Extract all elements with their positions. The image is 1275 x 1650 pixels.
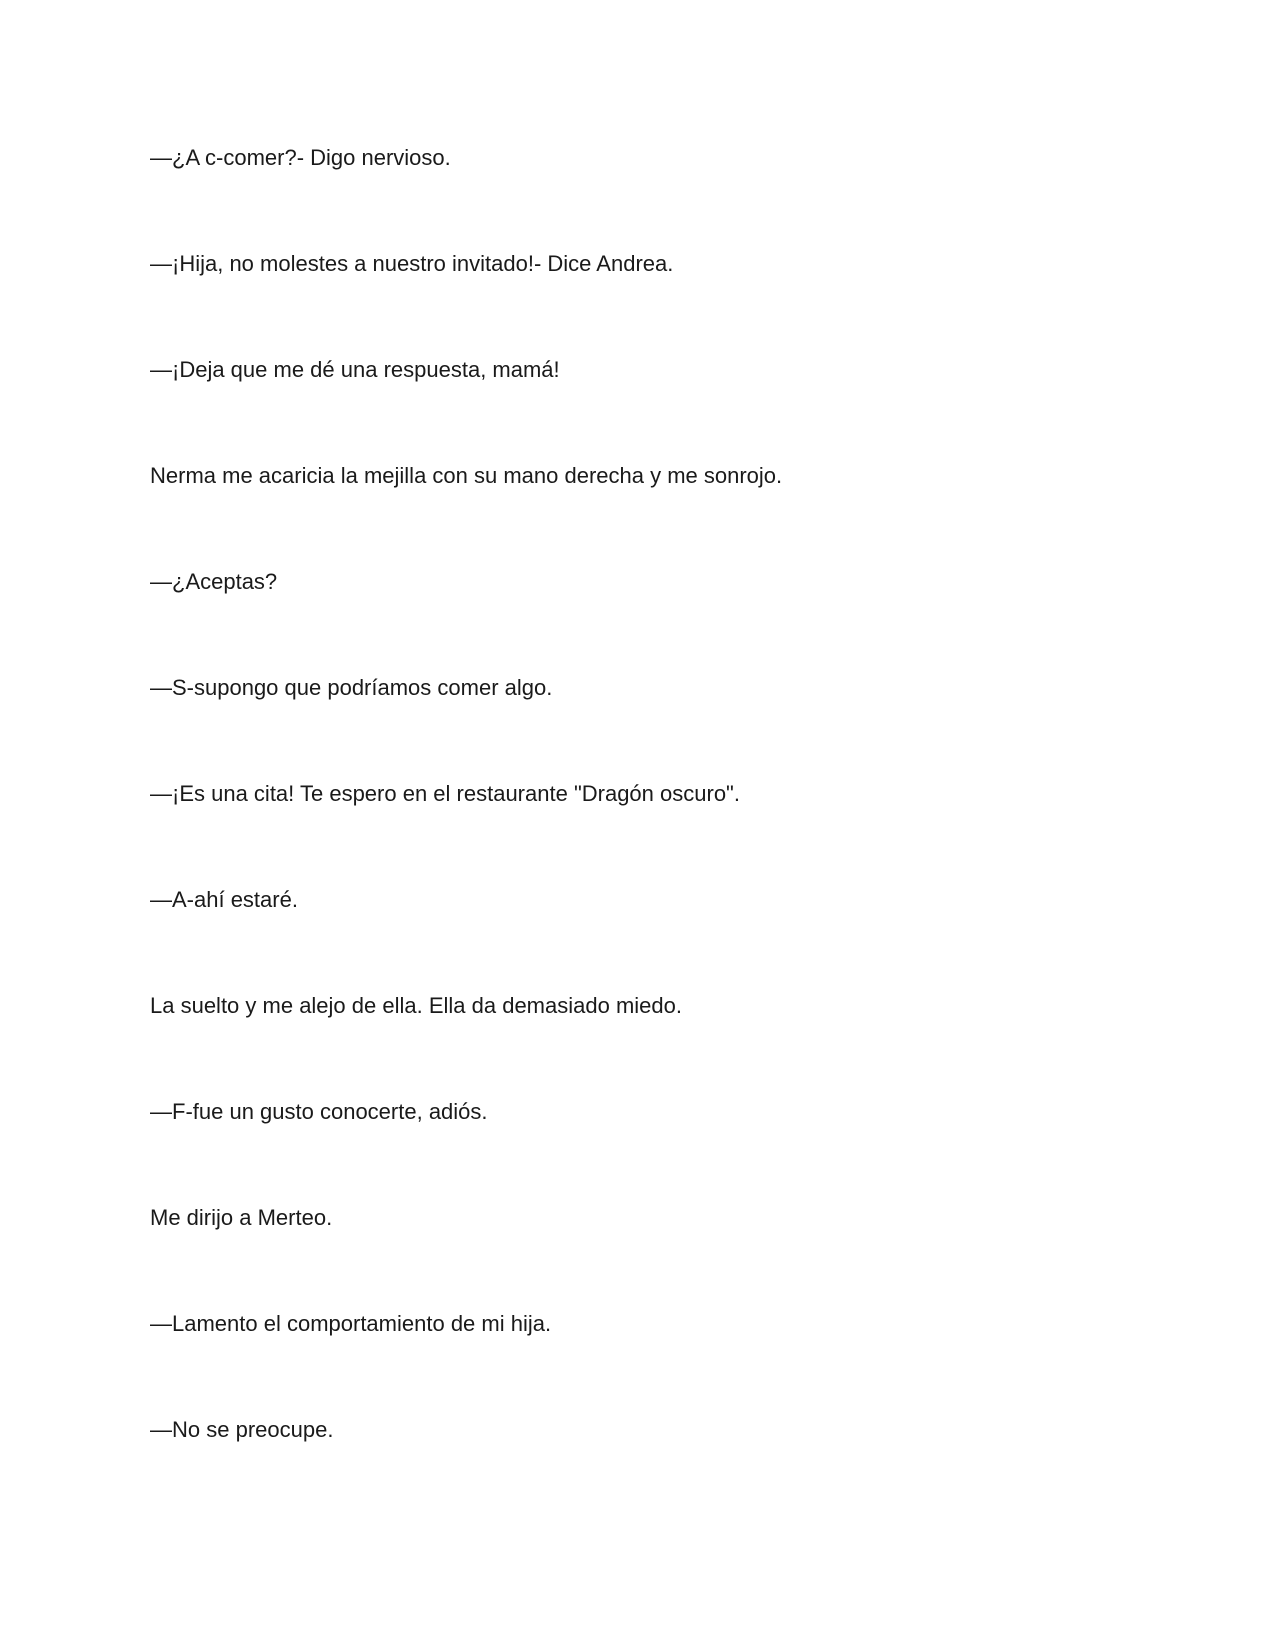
paragraph: —¡Deja que me dé una respuesta, mamá! <box>150 357 560 382</box>
document-body <box>150 145 1150 1523</box>
paragraph: —¡Hija, no molestes a nuestro invitado!- Dice Andrea. <box>150 251 674 276</box>
paragraph: Me dirijo a Merteo. <box>150 1205 333 1230</box>
paragraph: —Lamento el comportamiento de mi hija. <box>150 1311 552 1336</box>
paragraph: —F-fue un gusto conocerte, adiós. <box>150 1099 488 1124</box>
paragraph: —¿Aceptas? <box>150 569 278 594</box>
paragraph: —S-supongo que podríamos comer algo. <box>150 675 553 700</box>
paragraph: —A-ahí estaré. <box>150 887 298 912</box>
paragraph: —¡Es una cita! Te espero en el restaurante "Dragón oscuro". <box>150 781 740 806</box>
paragraph: La suelto y me alejo de ella. Ella da demasiado miedo. <box>150 993 682 1018</box>
paragraph: —No se preocupe. <box>150 1417 334 1442</box>
paragraph: —¿A c-comer?- Digo nervioso. <box>150 145 451 170</box>
paragraph: Nerma me acaricia la mejilla con su mano derecha y me sonrojo. <box>150 463 783 488</box>
